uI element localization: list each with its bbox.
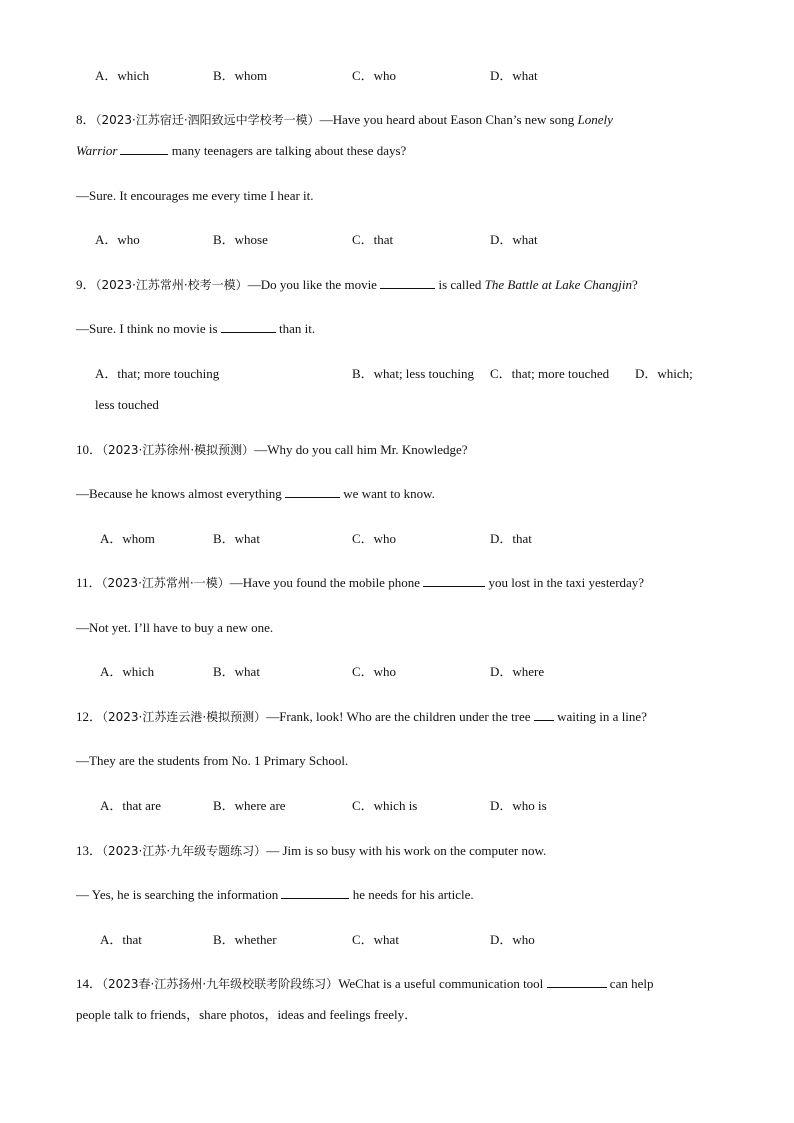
q11-options: [0, 664, 794, 680]
q10-options: [0, 531, 794, 547]
q12-stem-text: —Frank, look! Who are the children under the tree: [266, 709, 534, 724]
q7-option-a: A．which: [95, 68, 150, 83]
q10-option-a: A．whom: [100, 531, 155, 546]
q13-option-d: D．who: [490, 932, 535, 947]
q10-option-c: C．who: [352, 531, 397, 546]
q9-answer-text: —Sure. I think no movie is: [76, 321, 221, 336]
q8-stem: [76, 112, 613, 128]
q10-option-d: D．that: [490, 531, 532, 546]
q8-option-c: C．that: [352, 232, 394, 247]
q13-answer-blank: [281, 887, 349, 899]
q7-option-b: B．whom: [213, 68, 268, 83]
q11-stem-text: —Have you found the mobile phone: [229, 575, 424, 590]
q10-stem-text: —Why do you call him Mr. Knowledge?: [254, 442, 468, 457]
q12-option-d: D．who is: [490, 798, 547, 813]
q11-stem-end: you lost in the taxi yesterday?: [485, 575, 645, 590]
q10-answer-line: [76, 486, 435, 502]
q9-stem-end: ?: [632, 277, 638, 292]
q9-answer-end: than it.: [275, 321, 316, 336]
q13-option-a: A．that: [100, 932, 142, 947]
q9-option-d-wrap: less touched: [95, 397, 159, 412]
q9-option-d: D．which;: [635, 366, 693, 381]
q14-stem-end: can help: [606, 976, 654, 991]
q10-answer-text: —Because he knows almost everything: [76, 486, 286, 501]
q9-option-a: A．that; more touching: [95, 366, 220, 381]
q13-options: [0, 932, 794, 948]
q11-source: （2023·江苏常州·一模）: [101, 576, 230, 590]
q9-answer-line: [76, 321, 315, 337]
q9-movie-title: The Battle at Lake Changjin: [484, 277, 632, 292]
q7-option-c: C．who: [352, 68, 397, 83]
q13-source: （2023·江苏·九年级专题练习）: [102, 844, 267, 858]
q12-option-a: A．that are: [100, 798, 162, 813]
q9-stem: [76, 277, 638, 293]
q14-stem-line2: people talk to friends，share photos，ideas and feelings freely．: [76, 1007, 418, 1022]
q13-stem: [76, 843, 546, 859]
q12-options: [0, 798, 794, 814]
q8-song-title-part1: Lonely: [577, 112, 613, 127]
q11-number: 11．: [76, 575, 102, 590]
q12-stem-end: waiting in a line?: [553, 709, 647, 724]
q14-source: （2023春·江苏扬州·九年级校联考阶段练习）: [102, 977, 339, 991]
q8-stem-line2: [76, 143, 406, 159]
q12-source: （2023·江苏连云港·模拟预测）: [102, 710, 267, 724]
q14-stem-text: WeChat is a useful communication tool: [338, 976, 547, 991]
q11-option-c: C．who: [352, 664, 397, 679]
q10-answer-blank: [285, 486, 340, 498]
q10-source: （2023·江苏徐州·模拟预测）: [102, 443, 255, 457]
q11-option-a: A．which: [100, 664, 155, 679]
q8-stem-end: many teenagers are talking about these days?: [168, 143, 407, 158]
q14-number: 14．: [76, 976, 103, 991]
q13-stem-text: — Jim is so busy with his work on the computer now.: [266, 843, 547, 858]
q11-stem: [76, 575, 644, 591]
q13-option-b: B．whether: [213, 932, 277, 947]
q7-options: [0, 68, 794, 84]
q8-source: （2023·江苏宿迁·泗阳致远中学校考一模）: [95, 113, 320, 127]
q12-option-b: B．where are: [213, 798, 286, 813]
q8-song-title-part2: Warrior: [76, 143, 118, 158]
q9-number: 9．: [76, 277, 96, 292]
q10-stem: [76, 442, 468, 458]
q11-option-b: B．what: [213, 664, 260, 679]
q11-answer-blank: [423, 575, 485, 587]
q9-answer-blank-2: [221, 321, 276, 333]
q9-option-b: B．what; less touching: [352, 366, 475, 381]
q12-answer-line: —They are the students from No. 1 Primary School.: [76, 753, 349, 768]
q8-answer-line: —Sure. It encourages me every time I hear it.: [76, 188, 314, 203]
q9-answer-blank-1: [380, 277, 435, 289]
q14-answer-blank: [547, 976, 607, 988]
q13-answer-text: — Yes, he is searching the information: [76, 887, 282, 902]
q10-option-b: B．what: [213, 531, 260, 546]
q10-number: 10．: [76, 442, 103, 457]
q9-option-c: C．that; more touched: [490, 366, 610, 381]
q8-stem-text: —Have you heard about Eason Chan’s new song: [319, 112, 578, 127]
q8-options: [0, 232, 794, 248]
q9-stem-mid: is called: [435, 277, 485, 292]
q8-answer-blank: [120, 143, 168, 155]
q9-stem-text: —Do you like the movie: [247, 277, 381, 292]
q13-number: 13．: [76, 843, 103, 858]
q12-stem: [76, 709, 647, 725]
q8-option-d: D．what: [490, 232, 538, 247]
q10-answer-end: we want to know.: [340, 486, 435, 501]
q11-answer-line: —Not yet. I’ll have to buy a new one.: [76, 620, 274, 635]
q9-options: [0, 366, 794, 382]
q11-option-d: D．where: [490, 664, 545, 679]
q9-source: （2023·江苏常州·校考一模）: [95, 278, 248, 292]
q13-option-c: C．what: [352, 932, 399, 947]
q12-number: 12．: [76, 709, 103, 724]
q8-option-a: A．who: [95, 232, 140, 247]
q8-number: 8．: [76, 112, 96, 127]
q12-option-c: C．which is: [352, 798, 418, 813]
q14-stem: [76, 976, 653, 992]
q13-answer-line: [76, 887, 474, 903]
q7-option-d: D．what: [490, 68, 538, 83]
q13-answer-end: he needs for his article.: [349, 887, 474, 902]
q8-option-b: B．whose: [213, 232, 268, 247]
q12-answer-blank: [534, 709, 554, 721]
